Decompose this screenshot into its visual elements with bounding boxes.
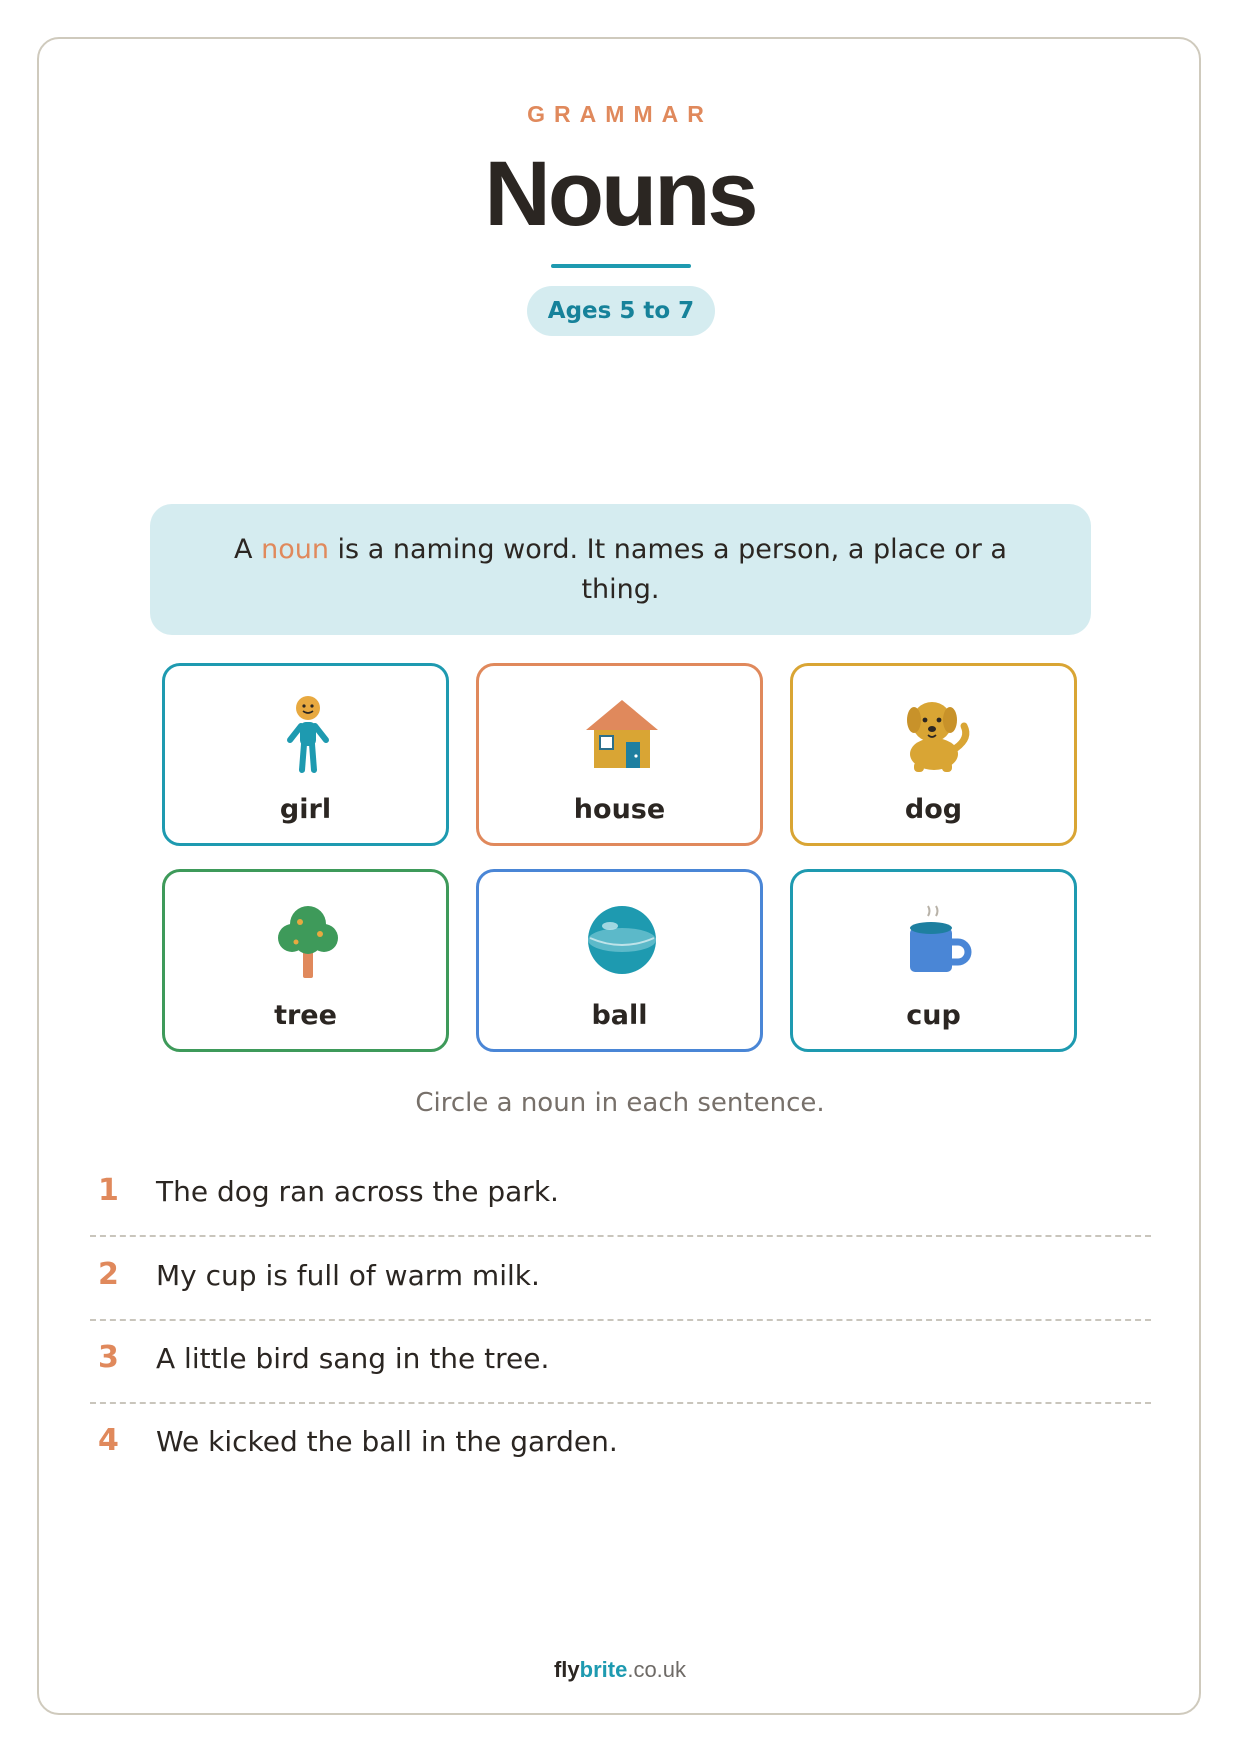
question-row — [90, 1155, 1151, 1237]
question-number: 1 — [98, 1173, 119, 1208]
question-number: 4 — [98, 1423, 119, 1458]
definition-text-start: A — [234, 534, 262, 565]
noun-card-label: girl — [279, 794, 332, 825]
noun-card-ball — [476, 869, 763, 1052]
question-row — [90, 1239, 1151, 1321]
noun-card-house — [476, 663, 763, 846]
brand-domain: .co.uk — [627, 1657, 687, 1682]
girl-icon — [268, 694, 348, 774]
instruction-text: Circle a noun in each sentence. — [415, 1088, 825, 1118]
question-row — [90, 1322, 1151, 1404]
noun-card-cup — [790, 869, 1077, 1052]
question-sentence[interactable]: The dog ran across the park. — [156, 1175, 559, 1208]
definition-box — [150, 504, 1091, 635]
brand-fly: fly — [553, 1657, 580, 1682]
tree-icon — [268, 900, 348, 980]
question-sentence[interactable]: We kicked the ball in the garden. — [156, 1425, 618, 1458]
noun-card-label: dog — [904, 794, 963, 825]
footer-brand — [0, 1657, 1240, 1683]
noun-card-girl — [162, 663, 449, 846]
noun-card-label: ball — [591, 1000, 648, 1031]
dog-icon — [896, 694, 976, 774]
page-title: Nouns — [484, 143, 756, 245]
brand-brite: brite — [579, 1657, 628, 1682]
noun-card-label: house — [573, 794, 666, 825]
title-underline — [551, 264, 691, 268]
house-icon — [582, 694, 662, 774]
noun-card-label: tree — [274, 1000, 337, 1031]
cup-icon — [896, 900, 976, 980]
age-badge: Ages 5 to 7 — [527, 286, 715, 336]
noun-card-tree — [162, 869, 449, 1052]
definition-highlight: noun — [261, 534, 329, 565]
definition-text-end: is a naming word. It names a person, a place or a thing. — [328, 534, 1007, 605]
noun-card-dog — [790, 663, 1077, 846]
question-number: 2 — [98, 1257, 119, 1292]
question-number: 3 — [98, 1340, 119, 1375]
question-sentence[interactable]: My cup is full of warm milk. — [156, 1259, 540, 1292]
ball-icon — [582, 900, 662, 980]
subject-label: GRAMMAR — [527, 101, 713, 127]
question-sentence[interactable]: A little bird sang in the tree. — [156, 1342, 550, 1375]
noun-card-label: cup — [906, 1000, 961, 1031]
question-row — [90, 1405, 1151, 1487]
